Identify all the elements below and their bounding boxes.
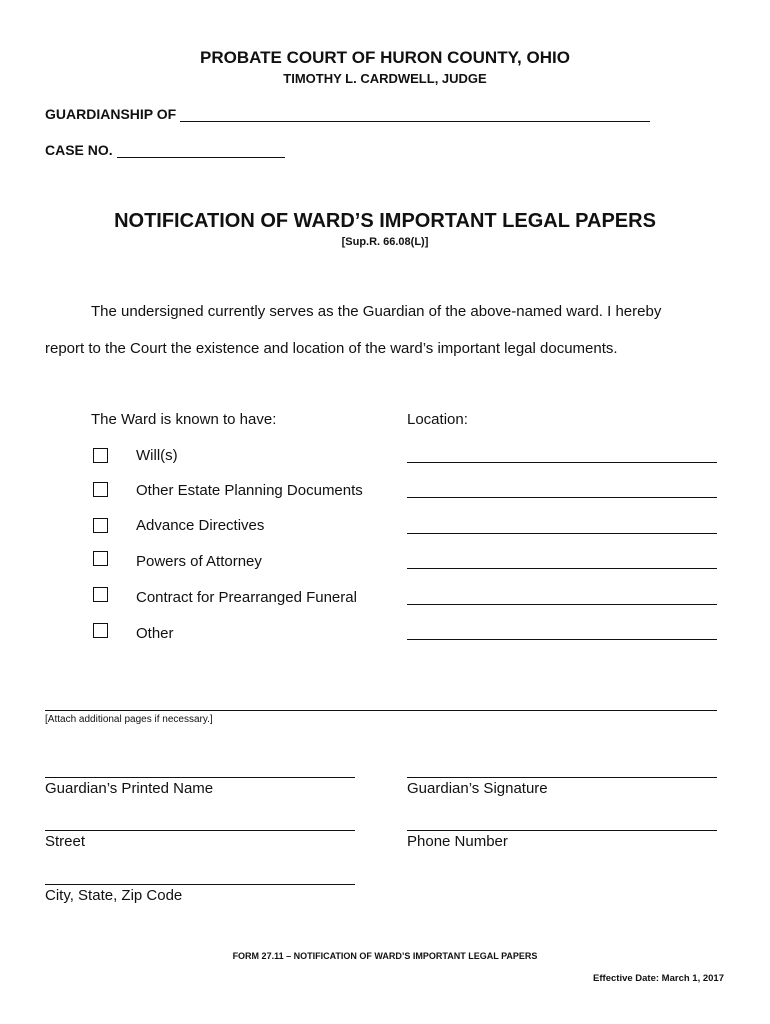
phone-field[interactable] bbox=[407, 830, 717, 831]
item-label-wills: Will(s) bbox=[136, 447, 178, 464]
wills-checkbox[interactable] bbox=[93, 448, 108, 463]
phone-label: Phone Number bbox=[407, 833, 508, 850]
attach-note: [Attach additional pages if necessary.] bbox=[45, 714, 213, 725]
street-label: Street bbox=[45, 833, 86, 850]
paragraph-line-1: The undersigned currently serves as the Guardian of the above-named ward. I hereby bbox=[91, 303, 662, 320]
location-heading: Location: bbox=[407, 411, 468, 428]
paragraph-line-2: report to the Court the existence and location of the ward’s important legal documents. bbox=[45, 340, 618, 357]
printed-name-label: Guardian’s Printed Name bbox=[45, 780, 214, 797]
item-label-estate-planning: Other Estate Planning Documents bbox=[136, 482, 363, 499]
rule-citation: [Sup.R. 66.08(L)] bbox=[341, 236, 429, 248]
guardianship-field[interactable] bbox=[180, 107, 650, 122]
other-checkbox[interactable] bbox=[93, 623, 108, 638]
form-title: NOTIFICATION OF WARD’S IMPORTANT LEGAL PAPERS bbox=[114, 210, 656, 232]
advance-directives-location-field[interactable] bbox=[407, 533, 717, 534]
guardianship-row bbox=[45, 106, 650, 122]
judge-name: TIMOTHY L. CARDWELL, JUDGE bbox=[283, 71, 487, 86]
street-field[interactable] bbox=[45, 830, 355, 831]
item-label-other: Other bbox=[136, 625, 174, 642]
guardianship-label: GUARDIANSHIP OF bbox=[45, 106, 177, 122]
signature-field[interactable] bbox=[407, 777, 717, 778]
wills-location-field[interactable] bbox=[407, 462, 717, 463]
item-label-advance-directives: Advance Directives bbox=[136, 517, 265, 534]
case-no-field[interactable] bbox=[117, 143, 285, 158]
city-state-zip-label: City, State, Zip Code bbox=[45, 887, 183, 904]
form-footer: FORM 27.11 – NOTIFICATION OF WARD’S IMPORTANT LEGAL PAPERS bbox=[232, 951, 538, 961]
estate-planning-location-field[interactable] bbox=[407, 497, 717, 498]
effective-date: Effective Date: March 1, 2017 bbox=[593, 973, 724, 984]
item-label-prearranged-funeral: Contract for Prearranged Funeral bbox=[136, 589, 357, 606]
estate-planning-checkbox[interactable] bbox=[93, 482, 108, 497]
city-state-zip-field[interactable] bbox=[45, 884, 355, 885]
prearranged-funeral-checkbox[interactable] bbox=[93, 587, 108, 602]
court-name: PROBATE COURT OF HURON COUNTY, OHIO bbox=[200, 48, 570, 67]
signature-label: Guardian’s Signature bbox=[407, 780, 548, 797]
printed-name-field[interactable] bbox=[45, 777, 355, 778]
other-location-field[interactable] bbox=[407, 639, 717, 640]
item-label-powers-of-attorney: Powers of Attorney bbox=[136, 553, 262, 570]
case-no-label: CASE NO. bbox=[45, 142, 113, 158]
powers-of-attorney-checkbox[interactable] bbox=[93, 551, 108, 566]
case-no-row bbox=[45, 142, 285, 158]
additional-notes-field[interactable] bbox=[45, 710, 717, 711]
powers-of-attorney-location-field[interactable] bbox=[407, 568, 717, 569]
known-to-have-heading: The Ward is known to have: bbox=[91, 411, 277, 428]
advance-directives-checkbox[interactable] bbox=[93, 518, 108, 533]
prearranged-funeral-location-field[interactable] bbox=[407, 604, 717, 605]
